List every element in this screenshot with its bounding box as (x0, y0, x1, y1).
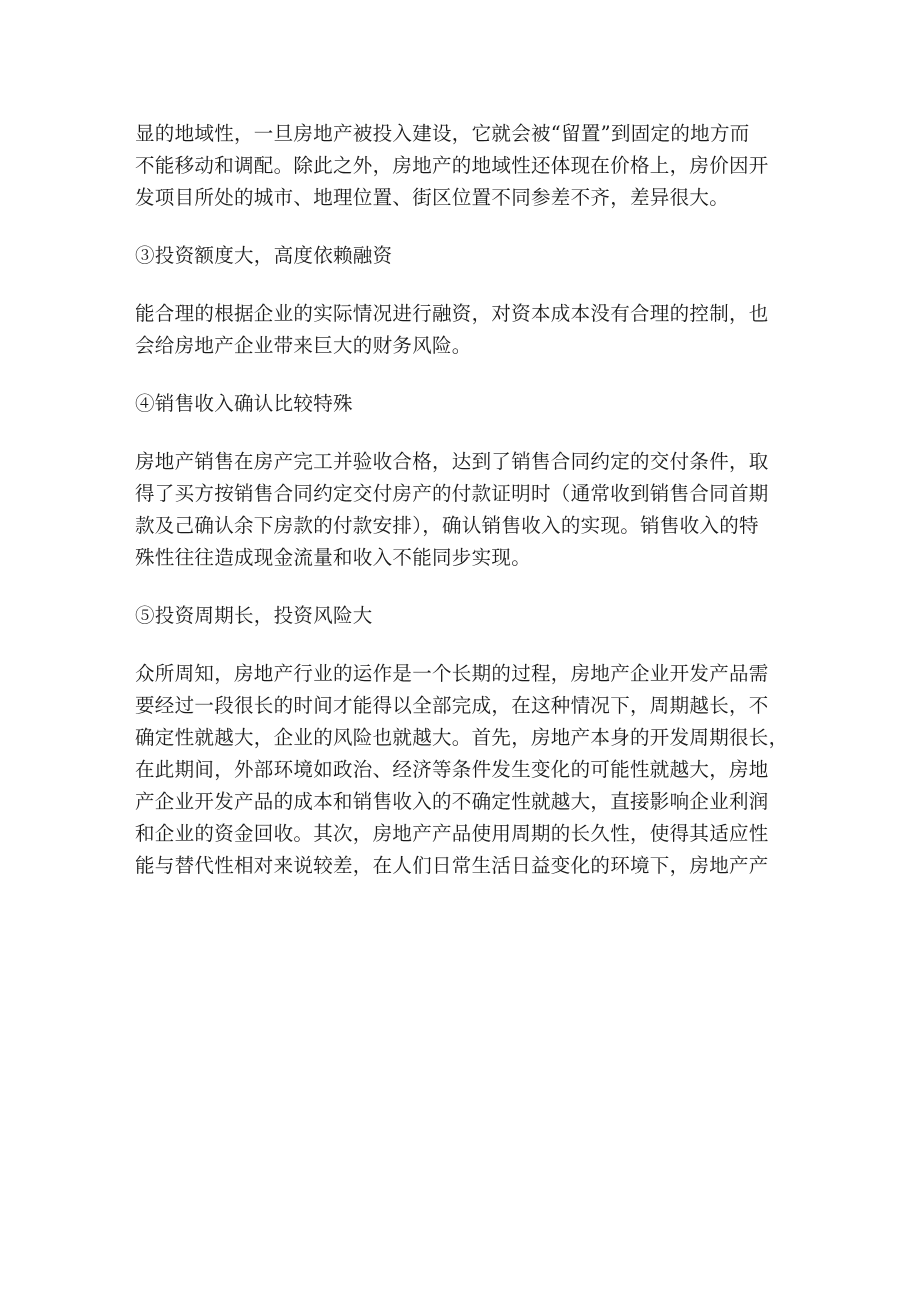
text-line: 产企业开发产品的成本和销售收入的不确定性就越大，直接影响企业利润 (135, 790, 769, 813)
section-heading-sales-revenue: ④销售收入确认比较特殊 (135, 392, 353, 415)
text-line: 发项目所处的城市、地理位置、街区位置不同参差不齐，差异很大。 (135, 186, 730, 209)
text-line: 能与替代性相对来说较差，在人们日常生活日益变化的环境下，房地产产 (135, 854, 769, 877)
section-heading-investment-cycle: ⑤投资周期长，投资风险大 (135, 604, 373, 627)
paragraph-long-cycle-risk (135, 658, 795, 882)
paragraph-financing (135, 298, 795, 362)
text-line: 会给房地产企业带来巨大的财务风险。 (135, 334, 472, 357)
text-line: 在此期间，外部环境如政治、经济等条件发生变化的可能性就越大，房地 (135, 758, 769, 781)
text-line: 得了买方按销售合同约定交付房产的付款证明时（通常收到销售合同首期 (135, 482, 769, 505)
text-line: 能合理的根据企业的实际情况进行融资，对资本成本没有合理的控制，也 (135, 302, 769, 325)
section-heading-investment-amount: ③投资额度大，高度依赖融资 (135, 244, 393, 267)
text-line: 房地产销售在房产完工并验收合格，达到了销售合同约定的交付条件，取 (135, 450, 769, 473)
text-line: 显的地域性，一旦房地产被投入建设，它就会被“留置”到固定的地方而 (135, 122, 750, 145)
paragraph-regional-character (135, 118, 795, 214)
text-line: 确定性就越大，企业的风险也就越大。首先，房地产本身的开发周期很长， (135, 726, 789, 749)
text-line: 殊性往往造成现金流量和收入不能同步实现。 (135, 546, 532, 569)
paragraph-sales-recognition (135, 446, 795, 574)
text-line: 款及己确认余下房款的付款安排），确认销售收入的实现。销售收入的特 (135, 514, 759, 537)
text-line: 和企业的资金回收。其次，房地产产品使用周期的长久性，使得其适应性 (135, 822, 769, 845)
text-line: 众所周知，房地产行业的运作是一个长期的过程，房地产企业开发产品需 (135, 662, 769, 685)
document-body (135, 118, 795, 908)
text-line: 要经过一段很长的时间才能得以全部完成，在这种情况下，周期越长，不 (135, 694, 769, 717)
text-line: 不能移动和调配。除此之外，房地产的地域性还体现在价格上，房价因开 (135, 154, 769, 177)
